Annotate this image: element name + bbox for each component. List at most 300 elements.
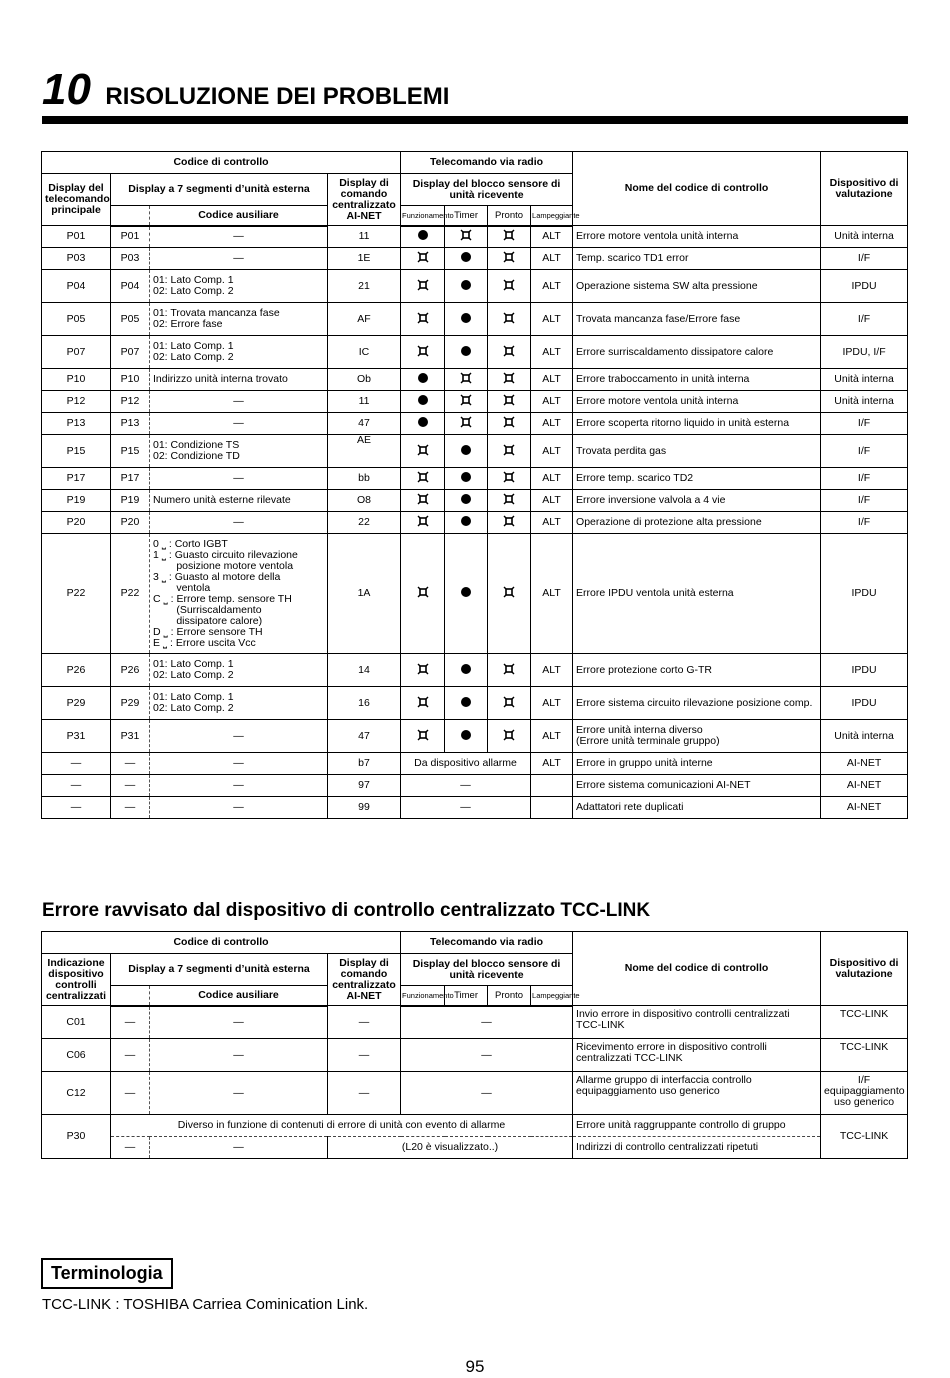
cell-led — [445, 654, 488, 687]
cell-dispositivo: I/F — [821, 435, 908, 468]
cell-led — [445, 336, 488, 369]
led-on-icon — [418, 417, 428, 427]
cell-codice-ausiliare: 01: Lato Comp. 1 02: Lato Comp. 2 — [150, 270, 328, 303]
cell-nome-codice: Trovata mancanza fase/Errore fase — [573, 303, 821, 336]
cell-lampeggiante: ALT — [531, 303, 573, 336]
cell-led — [401, 435, 445, 468]
table-row-p30 — [42, 1115, 908, 1137]
cell-7seg: P29 — [111, 687, 150, 720]
led-flashing-icon — [460, 372, 472, 384]
led-flashing-icon — [417, 493, 429, 505]
cell-led — [488, 303, 531, 336]
cell-led — [488, 336, 531, 369]
table-row — [42, 435, 908, 468]
led-on-icon — [461, 472, 471, 482]
cell-led — [445, 534, 488, 654]
led-flashing-icon — [417, 586, 429, 598]
cell-lampeggiante: ALT — [531, 468, 573, 490]
cell-nome-codice: Errore motore ventola unità interna — [573, 226, 821, 248]
header-display7: Display a 7 segmenti d’unità esterna — [111, 954, 328, 986]
cell-7seg: — — [111, 797, 150, 819]
cell-led — [488, 654, 531, 687]
cell-radio-span: Da dispositivo allarme — [401, 753, 531, 775]
cell-codice-ausiliare: — — [150, 1137, 328, 1159]
cell-dispositivo: IPDU — [821, 654, 908, 687]
cell-ai-net: AE — [328, 435, 401, 468]
cell-codice-ausiliare: — — [150, 753, 328, 775]
cell-codice-ausiliare: — — [150, 248, 328, 270]
cell-led — [445, 369, 488, 391]
terminology-text: TCC-LINK : TOSHIBA Carriea Cominication Link. — [42, 1296, 369, 1313]
led-flashing-icon — [503, 229, 515, 241]
header-codice-ausiliare: Codice ausiliare — [150, 986, 328, 1006]
cell-ai-net: b7 — [328, 753, 401, 775]
cell-7seg: — — [111, 1039, 150, 1072]
header-blank — [111, 206, 150, 226]
header-timer: Timer — [445, 206, 488, 226]
cell-led — [488, 490, 531, 512]
terminology-heading: Terminologia — [41, 1258, 173, 1289]
cell-ai-net: bb — [328, 468, 401, 490]
led-flashing-icon — [503, 663, 515, 675]
cell-7seg: P05 — [111, 303, 150, 336]
cell-radio-span: — — [401, 775, 531, 797]
cell-lampeggiante: ALT — [531, 534, 573, 654]
cell-ai-net: — — [328, 1039, 401, 1072]
cell-indicazione: C12 — [42, 1072, 111, 1115]
cell-ai-net: 21 — [328, 270, 401, 303]
led-flashing-icon — [503, 493, 515, 505]
cell-led — [445, 391, 488, 413]
cell-ai-net: 47 — [328, 413, 401, 435]
cell-led — [401, 687, 445, 720]
cell-nome-codice: Allarme gruppo di interfaccia controllo equipaggiamento uso generico — [573, 1072, 821, 1115]
table-row — [42, 654, 908, 687]
cell-ai-net: 16 — [328, 687, 401, 720]
led-on-icon — [461, 730, 471, 740]
header-nome: Nome del codice di controllo — [573, 932, 821, 1006]
header-rule — [42, 116, 908, 124]
header-telecomando: Telecomando via radio — [401, 932, 573, 954]
cell-telecomando: — — [42, 753, 111, 775]
cell-7seg: P01 — [111, 226, 150, 248]
cell-led — [488, 391, 531, 413]
led-on-icon — [461, 664, 471, 674]
cell-dispositivo: I/F — [821, 490, 908, 512]
cell-p30-l20: (L20 è visualizzato..) — [328, 1137, 573, 1159]
check-code-table — [41, 151, 908, 819]
cell-lampeggiante — [531, 775, 573, 797]
cell-nome-codice: Errore surriscaldamento dissipatore calore — [573, 336, 821, 369]
cell-7seg: P10 — [111, 369, 150, 391]
cell-nome-codice: Errore in gruppo unità interne — [573, 753, 821, 775]
led-flashing-icon — [503, 251, 515, 263]
cell-ai-net: 97 — [328, 775, 401, 797]
cell-telecomando: P03 — [42, 248, 111, 270]
header-codice: Codice di controllo — [42, 152, 401, 174]
header-display-central: Display di comando centralizzato AI-NET — [328, 174, 401, 226]
cell-radio: — — [401, 1072, 573, 1115]
cell-7seg: — — [111, 775, 150, 797]
cell-lampeggiante: ALT — [531, 490, 573, 512]
header-pronto: Pronto — [488, 206, 531, 226]
cell-dispositivo: I/F — [821, 468, 908, 490]
led-flashing-icon — [460, 394, 472, 406]
cell-nome-codice: Errore temp. scarico TD2 — [573, 468, 821, 490]
cell-codice-ausiliare: — — [150, 720, 328, 753]
header-display-central: Display di comando centralizzato AI-NET — [328, 954, 401, 1006]
cell-led — [488, 435, 531, 468]
cell-nome-codice: Invio errore in dispositivo controlli centralizzati TCC-LINK — [573, 1006, 821, 1039]
cell-codice-ausiliare: 01: Lato Comp. 1 02: Lato Comp. 2 — [150, 687, 328, 720]
cell-led — [445, 512, 488, 534]
cell-codice-ausiliare: — — [150, 1006, 328, 1039]
cell-lampeggiante: ALT — [531, 391, 573, 413]
cell-dispositivo: Unità interna — [821, 226, 908, 248]
cell-codice-ausiliare: 01: Condizione TS 02: Condizione TD — [150, 435, 328, 468]
cell-led — [401, 534, 445, 654]
led-flashing-icon — [417, 312, 429, 324]
cell-nome-codice: Errore unità interna diverso (Errore unità terminale gruppo) — [573, 720, 821, 753]
cell-dispositivo: IPDU — [821, 534, 908, 654]
cell-dispositivo: I/F — [821, 248, 908, 270]
header-timer: Timer — [445, 986, 488, 1006]
cell-dispositivo: TCC-LINK — [821, 1006, 908, 1039]
cell-dispositivo: I/F — [821, 413, 908, 435]
cell-codice-ausiliare: 01: Trovata mancanza fase 02: Errore fase — [150, 303, 328, 336]
tcc-link-table — [41, 931, 908, 1159]
cell-telecomando: P26 — [42, 654, 111, 687]
cell-led — [488, 534, 531, 654]
cell-dispositivo: AI-NET — [821, 775, 908, 797]
table-row — [42, 720, 908, 753]
cell-codice-ausiliare: Numero unità esterne rilevate — [150, 490, 328, 512]
led-flashing-icon — [503, 444, 515, 456]
page-header — [42, 65, 908, 114]
led-on-icon — [418, 373, 428, 383]
cell-lampeggiante: ALT — [531, 270, 573, 303]
cell-led — [488, 687, 531, 720]
cell-lampeggiante: ALT — [531, 248, 573, 270]
cell-ai-net: 1E — [328, 248, 401, 270]
cell-nome-codice: Temp. scarico TD1 error — [573, 248, 821, 270]
cell-lampeggiante — [531, 797, 573, 819]
cell-7seg: — — [111, 1137, 150, 1159]
table-row — [42, 490, 908, 512]
cell-led — [488, 720, 531, 753]
table-row — [42, 468, 908, 490]
cell-lampeggiante: ALT — [531, 226, 573, 248]
cell-7seg: P31 — [111, 720, 150, 753]
cell-7seg: P04 — [111, 270, 150, 303]
cell-codice-ausiliare: 01: Lato Comp. 1 02: Lato Comp. 2 — [150, 336, 328, 369]
cell-led — [488, 270, 531, 303]
cell-nome-codice: Errore motore ventola unità interna — [573, 391, 821, 413]
cell-radio: — — [401, 1006, 573, 1039]
led-flashing-icon — [460, 229, 472, 241]
cell-led — [401, 270, 445, 303]
cell-telecomando: P05 — [42, 303, 111, 336]
cell-telecomando: P10 — [42, 369, 111, 391]
cell-codice-ausiliare: — — [150, 468, 328, 490]
cell-dispositivo: Unità interna — [821, 391, 908, 413]
cell-nome-codice: Errore IPDU ventola unità esterna — [573, 534, 821, 654]
cell-led — [445, 270, 488, 303]
cell-led — [488, 248, 531, 270]
cell-telecomando: P15 — [42, 435, 111, 468]
cell-dispositivo: I/F — [821, 512, 908, 534]
cell-nome-codice: Errore protezione corto G-TR — [573, 654, 821, 687]
led-flashing-icon — [460, 416, 472, 428]
table-row — [42, 512, 908, 534]
cell-telecomando: P19 — [42, 490, 111, 512]
cell-dispositivo: IPDU, I/F — [821, 336, 908, 369]
cell-7seg: P03 — [111, 248, 150, 270]
cell-dispositivo: IPDU — [821, 687, 908, 720]
cell-lampeggiante: ALT — [531, 720, 573, 753]
led-flashing-icon — [417, 696, 429, 708]
cell-codice-ausiliare: — — [150, 391, 328, 413]
cell-led — [488, 413, 531, 435]
cell-dispositivo: TCC-LINK — [821, 1115, 908, 1159]
led-flashing-icon — [503, 586, 515, 598]
cell-telecomando: P04 — [42, 270, 111, 303]
led-on-icon — [461, 445, 471, 455]
led-flashing-icon — [417, 663, 429, 675]
cell-lampeggiante: ALT — [531, 654, 573, 687]
cell-ai-net: Ob — [328, 369, 401, 391]
cell-lampeggiante: ALT — [531, 687, 573, 720]
cell-7seg: P22 — [111, 534, 150, 654]
cell-dispositivo: I/F — [821, 303, 908, 336]
cell-led — [401, 391, 445, 413]
cell-nome-codice: Trovata perdita gas — [573, 435, 821, 468]
cell-radio: — — [401, 1039, 573, 1072]
cell-nome-codice: Errore sistema comunicazioni AI-NET — [573, 775, 821, 797]
cell-dispositivo: IPDU — [821, 270, 908, 303]
led-on-icon — [461, 280, 471, 290]
cell-led — [401, 369, 445, 391]
header-dispositivo: Dispositivo di valutazione — [821, 932, 908, 1006]
table-row — [42, 534, 908, 654]
cell-led — [401, 413, 445, 435]
cell-led — [445, 303, 488, 336]
cell-led — [445, 468, 488, 490]
section-title: Errore ravvisato dal dispositivo di controllo centralizzato TCC-LINK — [42, 900, 651, 921]
header-display-blocco: Display del blocco sensore di unità ricevente — [401, 954, 573, 986]
cell-led — [401, 720, 445, 753]
cell-lampeggiante: ALT — [531, 336, 573, 369]
cell-nome-codice: Ricevimento errore in dispositivo controlli centralizzati TCC-LINK — [573, 1039, 821, 1072]
led-flashing-icon — [417, 515, 429, 527]
led-flashing-icon — [503, 696, 515, 708]
cell-nome-codice: Operazione di protezione alta pressione — [573, 512, 821, 534]
chapter-number: 10 — [42, 65, 91, 114]
led-flashing-icon — [503, 729, 515, 741]
cell-ai-net: — — [328, 1072, 401, 1115]
cell-dispositivo: AI-NET — [821, 753, 908, 775]
header-display-blocco: Display del blocco sensore di unità ricevente — [401, 174, 573, 206]
cell-led — [401, 654, 445, 687]
led-flashing-icon — [503, 394, 515, 406]
cell-led — [488, 226, 531, 248]
cell-lampeggiante: ALT — [531, 369, 573, 391]
cell-nome-codice: Errore scoperta ritorno liquido in unità esterna — [573, 413, 821, 435]
cell-lampeggiante: ALT — [531, 512, 573, 534]
cell-dispositivo: Unità interna — [821, 369, 908, 391]
header-indicazione: Indicazione dispositivo controlli centralizzati — [42, 954, 111, 1006]
cell-codice-ausiliare: — — [150, 1072, 328, 1115]
cell-telecomando: P22 — [42, 534, 111, 654]
cell-led — [488, 468, 531, 490]
cell-telecomando: P07 — [42, 336, 111, 369]
led-flashing-icon — [503, 279, 515, 291]
table-row-p30-b — [42, 1137, 908, 1159]
header-lampeggiante: Lampeggiante — [531, 206, 573, 226]
cell-7seg: — — [111, 753, 150, 775]
cell-ai-net: IC — [328, 336, 401, 369]
cell-7seg: P13 — [111, 413, 150, 435]
led-on-icon — [461, 313, 471, 323]
table-row — [42, 797, 908, 819]
table-row — [42, 1072, 908, 1115]
cell-7seg: P19 — [111, 490, 150, 512]
cell-codice-ausiliare: Indirizzo unità interna trovato — [150, 369, 328, 391]
cell-codice-ausiliare: — — [150, 226, 328, 248]
cell-codice-ausiliare: — — [150, 413, 328, 435]
led-flashing-icon — [503, 372, 515, 384]
cell-ai-net: 1A — [328, 534, 401, 654]
cell-codice-ausiliare: — — [150, 1039, 328, 1072]
led-flashing-icon — [503, 471, 515, 483]
cell-telecomando: P17 — [42, 468, 111, 490]
led-on-icon — [461, 516, 471, 526]
cell-nome-codice: Indirizzi di controllo centralizzati ripetuti — [573, 1137, 821, 1159]
cell-led — [488, 512, 531, 534]
cell-p30-note: Diverso in funzione di contenuti di errore di unità con evento di allarme — [111, 1115, 573, 1137]
cell-7seg: P20 — [111, 512, 150, 534]
cell-telecomando: P01 — [42, 226, 111, 248]
cell-ai-net: 47 — [328, 720, 401, 753]
cell-dispositivo: AI-NET — [821, 797, 908, 819]
cell-codice-ausiliare: — — [150, 775, 328, 797]
table-row — [42, 248, 908, 270]
cell-indicazione: C01 — [42, 1006, 111, 1039]
table-row — [42, 1006, 908, 1039]
cell-telecomando: P20 — [42, 512, 111, 534]
cell-led — [445, 413, 488, 435]
table-row — [42, 753, 908, 775]
table-row — [42, 413, 908, 435]
cell-led — [488, 369, 531, 391]
led-flashing-icon — [503, 312, 515, 324]
cell-ai-net: 99 — [328, 797, 401, 819]
cell-nome-codice: Operazione sistema SW alta pressione — [573, 270, 821, 303]
cell-dispositivo: TCC-LINK — [821, 1039, 908, 1072]
cell-led — [401, 226, 445, 248]
cell-ai-net: 22 — [328, 512, 401, 534]
cell-nome-codice: Errore unità raggruppante controllo di gruppo — [573, 1115, 821, 1137]
table-row — [42, 336, 908, 369]
cell-led — [401, 248, 445, 270]
header-telecomando: Telecomando via radio — [401, 152, 573, 174]
cell-codice-ausiliare: 0 ⎵ : Corto IGBT 1 ⎵ : Guasto circuito rilevazione posizione motore ventola 3 ⎵ : Guasto al motore della ventola C ⎵ : Errore temp. sensore TH (Surriscaldamento dissipatore calore) D ⎵ : Errore sensore TH E ⎵ : Errore uscita Vcc — [150, 534, 328, 654]
led-flashing-icon — [417, 279, 429, 291]
table-row — [42, 303, 908, 336]
led-flashing-icon — [503, 416, 515, 428]
chapter-title: RISOLUZIONE DEI PROBLEMI — [105, 83, 450, 110]
cell-7seg: P15 — [111, 435, 150, 468]
cell-led — [445, 435, 488, 468]
header-funzionamento: Funzionamento — [401, 986, 445, 1006]
led-flashing-icon — [417, 729, 429, 741]
cell-7seg: P12 — [111, 391, 150, 413]
cell-nome-codice: Errore inversione valvola a 4 vie — [573, 490, 821, 512]
led-flashing-icon — [417, 471, 429, 483]
led-flashing-icon — [503, 345, 515, 357]
led-on-icon — [461, 494, 471, 504]
cell-7seg: P07 — [111, 336, 150, 369]
cell-ai-net: AF — [328, 303, 401, 336]
table-row — [42, 687, 908, 720]
led-on-icon — [461, 587, 471, 597]
cell-lampeggiante: ALT — [531, 413, 573, 435]
header-display-telecomando: Display del telecomando principale — [42, 174, 111, 226]
cell-indicazione: C06 — [42, 1039, 111, 1072]
cell-ai-net: 14 — [328, 654, 401, 687]
cell-7seg: — — [111, 1072, 150, 1115]
cell-led — [401, 336, 445, 369]
table-row — [42, 226, 908, 248]
header-funzionamento: Funzionamento — [401, 206, 445, 226]
cell-dispositivo: Unità interna — [821, 720, 908, 753]
header-codice-ausiliare: Codice ausiliare — [150, 206, 328, 226]
cell-lampeggiante: ALT — [531, 753, 573, 775]
cell-led — [445, 226, 488, 248]
header-nome: Nome del codice di controllo — [573, 152, 821, 226]
header-codice: Codice di controllo — [42, 932, 401, 954]
header-blank — [111, 986, 150, 1006]
table-row — [42, 270, 908, 303]
cell-led — [445, 248, 488, 270]
cell-telecomando: — — [42, 775, 111, 797]
cell-led — [445, 687, 488, 720]
cell-radio-span: — — [401, 797, 531, 819]
cell-telecomando: P31 — [42, 720, 111, 753]
cell-led — [401, 512, 445, 534]
led-on-icon — [461, 252, 471, 262]
cell-ai-net: O8 — [328, 490, 401, 512]
cell-telecomando: — — [42, 797, 111, 819]
cell-telecomando: P13 — [42, 413, 111, 435]
cell-ai-net: 11 — [328, 391, 401, 413]
cell-indicazione: P30 — [42, 1115, 111, 1159]
header-lampeggiante: Lampeggiante — [531, 986, 573, 1006]
cell-7seg: — — [111, 1006, 150, 1039]
cell-ai-net: — — [328, 1006, 401, 1039]
cell-7seg: P17 — [111, 468, 150, 490]
cell-codice-ausiliare: — — [150, 512, 328, 534]
led-flashing-icon — [417, 345, 429, 357]
led-flashing-icon — [503, 515, 515, 527]
cell-ai-net: 11 — [328, 226, 401, 248]
table-row — [42, 391, 908, 413]
led-flashing-icon — [417, 444, 429, 456]
cell-dispositivo: I/F equipaggiamento uso generico — [821, 1072, 908, 1115]
header-display7: Display a 7 segmenti d’unità esterna — [111, 174, 328, 206]
cell-nome-codice: Errore sistema circuito rilevazione posizione comp. — [573, 687, 821, 720]
cell-led — [401, 490, 445, 512]
